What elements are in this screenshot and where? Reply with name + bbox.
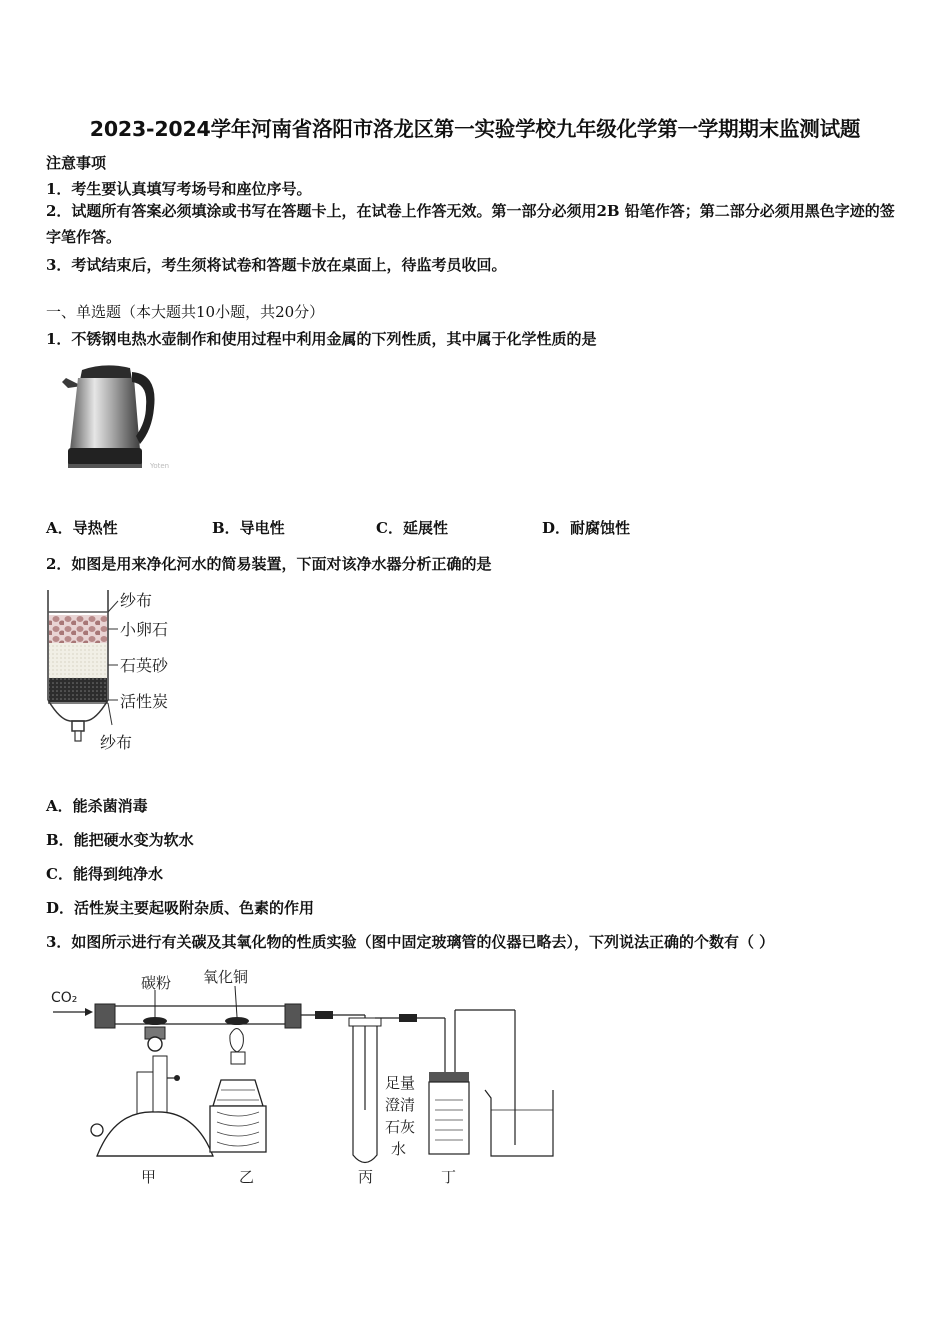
label-limewater-4: 水 [391, 1140, 407, 1158]
question-1-text: 1．不锈钢电热水壶制作和使用过程中利用金属的下列性质，其中属于化学性质的是 [46, 330, 597, 348]
kettle-image [60, 360, 175, 480]
question-2-option-a: A．能杀菌消毒 [46, 797, 148, 815]
svg-text:Yoten: Yoten [150, 462, 170, 470]
question-2-option-d: D．活性炭主要起吸附杂质、色素的作用 [46, 899, 315, 917]
question-2-text: 2．如图是用来净化河水的简易装置，下面对该净水器分析正确的是 [46, 555, 492, 573]
label-station-yi: 乙 [239, 1168, 255, 1186]
notice-item-1: 1．考生要认真填写考场号和座位序号。 [46, 180, 312, 198]
label-station-bing: 丙 [358, 1168, 374, 1186]
label-limewater-2: 澄清 [385, 1096, 416, 1114]
water-purifier-diagram [40, 585, 200, 760]
label-gauze-top: 纱布 [120, 591, 153, 610]
carbon-experiment-diagram [45, 960, 565, 1190]
question-2-option-c: C．能得到纯净水 [46, 865, 163, 883]
question-1-option-b: B．导电性 [212, 519, 285, 537]
question-1-option-d: D．耐腐蚀性 [542, 519, 631, 537]
label-gauze-bottom: 纱布 [100, 733, 133, 752]
label-station-ding: 丁 [441, 1168, 457, 1186]
label-carbon-powder: 碳粉 [141, 974, 172, 992]
label-station-jia: 甲 [141, 1168, 157, 1186]
section-heading: 一、单选题（本大题共10小题，共20分） [46, 303, 325, 321]
label-limewater-1: 足量 [385, 1074, 416, 1092]
page-title: 2023-2024学年河南省洛阳市洛龙区第一实验学校九年级化学第一学期期末监测试题 [89, 117, 861, 141]
notice-item-3: 3．考试结束后，考生须将试卷和答题卡放在桌面上，待监考员收回。 [46, 256, 507, 274]
label-pebbles: 小卵石 [120, 620, 169, 639]
label-copper-oxide: 氧化铜 [203, 968, 249, 986]
question-1-option-a: A．导热性 [46, 519, 118, 537]
label-quartz-sand: 石英砂 [120, 656, 169, 675]
question-1-option-c: C．延展性 [376, 519, 448, 537]
notice-item-2: 2．试题所有答案必须填涂或书写在答题卡上，在试卷上作答无效。第一部分必须用2B 铅笔作答；第二部分必须用黑色字迹的签字笔作答。 [46, 202, 895, 246]
label-co2: CO₂ [51, 990, 78, 1006]
notice-heading: 注意事项 [46, 154, 107, 172]
question-2-option-b: B．能把硬水变为软水 [46, 831, 194, 849]
label-limewater-3: 石灰 [385, 1118, 416, 1136]
label-activated-carbon: 活性炭 [120, 692, 169, 711]
question-3-text: 3．如图所示进行有关碳及其氧化物的性质实验（图中固定玻璃管的仪器已略去），下列说法正确的个数有（ ） [46, 933, 775, 951]
